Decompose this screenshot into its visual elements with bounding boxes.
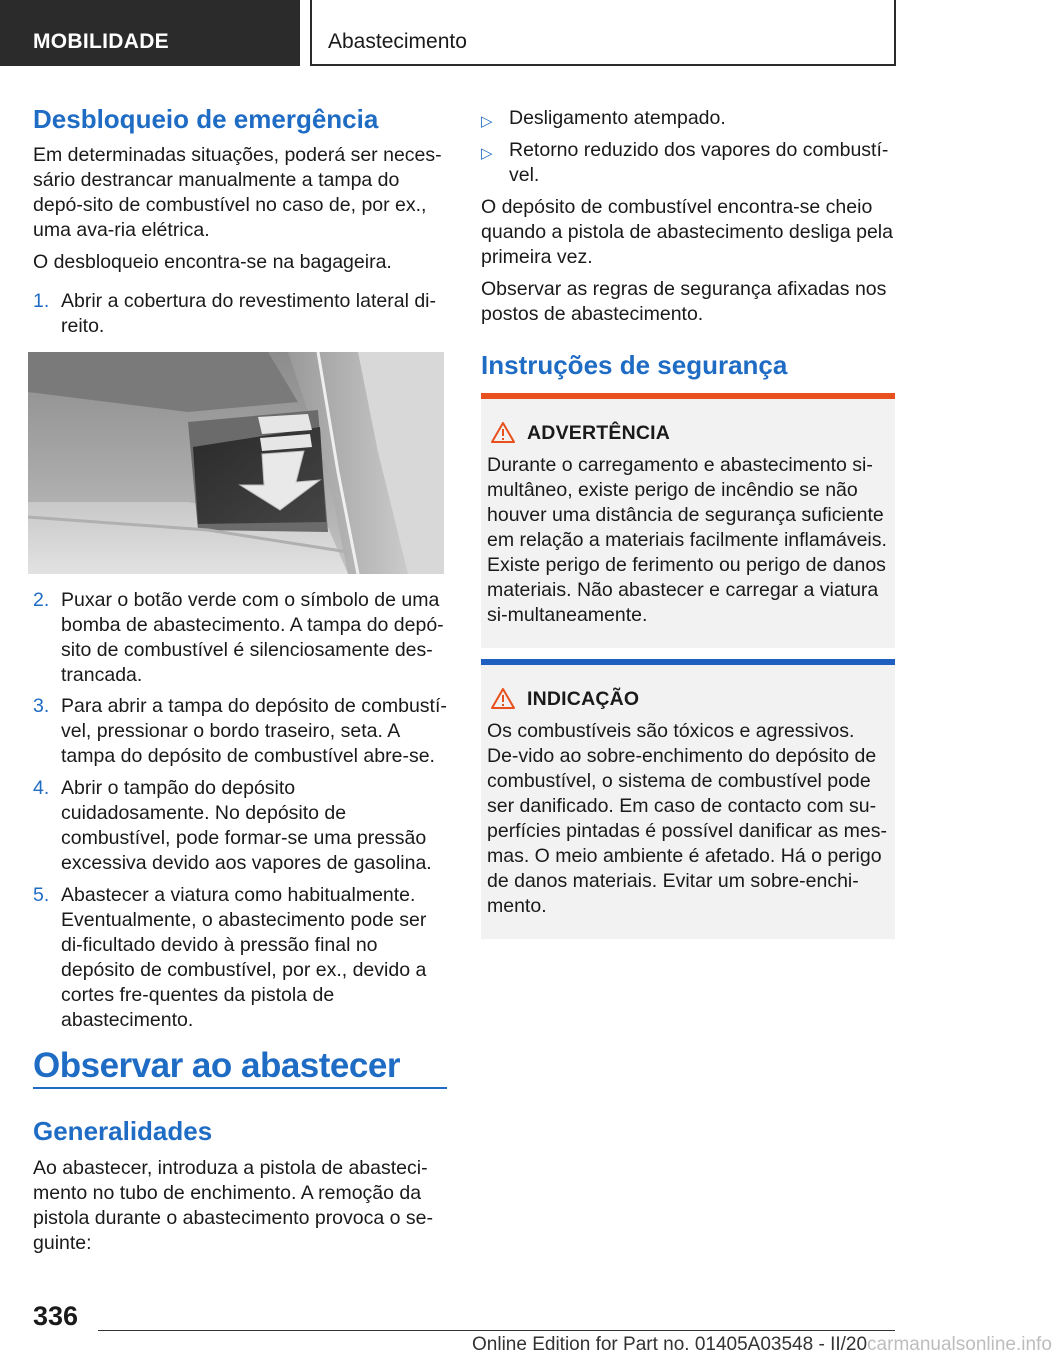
step-text: Puxar o botão verde com o símbolo de uma bomba de abastecimento. A tampa do depó-sito de combustível é silenciosamente des-trancada. (61, 589, 444, 686)
notice-label: INDICAÇÃO (527, 688, 640, 710)
warning-header (491, 421, 891, 445)
footer-edition: Online Edition for Part no. 01405A03548 - II/20 (472, 1334, 868, 1355)
paragraph-release-location: O desbloqueio encontra-se na bagageira. (33, 251, 392, 273)
heading-emergency-release: Desbloqueio de emergência (33, 104, 379, 134)
step-text: Abrir a cobertura do revestimento lateral di-reito. (61, 290, 437, 337)
footer-watermark: carmanualsonline.info (867, 1334, 1052, 1355)
notice-triangle-icon (491, 687, 515, 709)
step-item-3 (33, 694, 449, 769)
heading-safety-instructions: Instruções de segurança (481, 350, 788, 380)
step-text: Abrir o tampão do depósito cuidadosamente. No depósito de combustível, pode formar-se uma pressão excessiva devido aos vapores de gasolina. (61, 777, 432, 874)
notice-bar (481, 659, 895, 665)
heading-rule (33, 1087, 447, 1089)
chapter-tab: Abastecimento (310, 0, 896, 66)
bullet-triangle-icon: ▷ (481, 145, 493, 162)
trunk-panel-illustration (28, 352, 444, 574)
footer-rule (98, 1330, 895, 1331)
step-number: 2. (33, 589, 50, 611)
paragraph-general: Ao abastecer, introduza a pistola de abasteci-mento no tubo de enchimento. A remoção da pistola durante o abastecimento provoca o se-guinte: (33, 1157, 433, 1254)
step-item-2 (33, 588, 449, 688)
bullet-item-1 (481, 106, 895, 131)
step-number: 5. (33, 884, 50, 906)
paragraph-emergency-intro: Em determinadas situações, poderá ser neces-sário destrancar manualmente a tampa do depó-sito de combustível no caso de, por ex., uma ava-ria elétrica. (33, 144, 442, 241)
page-number: 336 (33, 1301, 79, 1331)
bullet-text: Retorno reduzido dos vapores do combustí-vel. (509, 139, 889, 186)
warning-box (481, 393, 895, 648)
warning-triangle-icon (491, 421, 515, 443)
warning-text: Durante o carregamento e abastecimento si-multâneo, existe perigo de incêndio se não houver uma distância de segurança suficiente em relação a materiais facilmente inflamáveis. Existe perigo de ferimento ou perigo de danos materiais. Não abastecer e carregar a viatura si-multaneamente. (487, 454, 887, 626)
warning-label: ADVERTÊNCIA (527, 422, 671, 444)
step-item-5 (33, 883, 449, 1031)
warning-bar (481, 393, 895, 399)
step-text: Abastecer a viatura como habitualmente. Eventualmente, o abastecimento pode ser di-ficultado devido à pressão final no depósito de combustível, por ex., devido a cortes fre-quentes da pistola de abastecimento. (61, 884, 427, 1031)
heading-observe-refuelling: Observar ao abastecer (33, 1046, 400, 1085)
notice-header (491, 687, 891, 711)
step-number: 4. (33, 777, 50, 799)
step-number: 1. (33, 290, 50, 312)
step-number: 3. (33, 695, 50, 717)
step-item-1 (33, 289, 449, 339)
bullet-triangle-icon: ▷ (481, 113, 493, 130)
notice-text: Os combustíveis são tóxicos e agressivos. De-vido ao sobre-enchimento do depósito de combustível, o sistema de combustível pode ser danificado. Em caso de contacto com su-perfícies pintadas é possível danificar as mes-mas. O meio ambiente é afetado. Há o perigo de danos materiais. Evitar um sobre-enchi-mento. (487, 720, 887, 917)
footer-text (472, 1333, 1052, 1357)
paragraph-tank-full: O depósito de combustível encontra-se cheio quando a pistola de abastecimento desliga pela primeira vez. (481, 196, 893, 268)
section-tab: MOBILIDADE (0, 0, 300, 66)
notice-box (481, 659, 895, 939)
page-header (0, 0, 960, 66)
bullet-text: Desligamento atempado. (509, 107, 726, 129)
bullet-item-2 (481, 138, 895, 188)
heading-general: Generalidades (33, 1116, 213, 1146)
step-text: Para abrir a tampa do depósito de combustí-vel, pressionar o bordo traseiro, seta. A tampa do depósito de combustível abre-se. (61, 695, 447, 767)
trunk-panel-drawing (28, 352, 444, 574)
step-item-4 (33, 776, 449, 876)
paragraph-safety-rules: Observar as regras de segurança afixadas nos postos de abastecimento. (481, 278, 887, 325)
